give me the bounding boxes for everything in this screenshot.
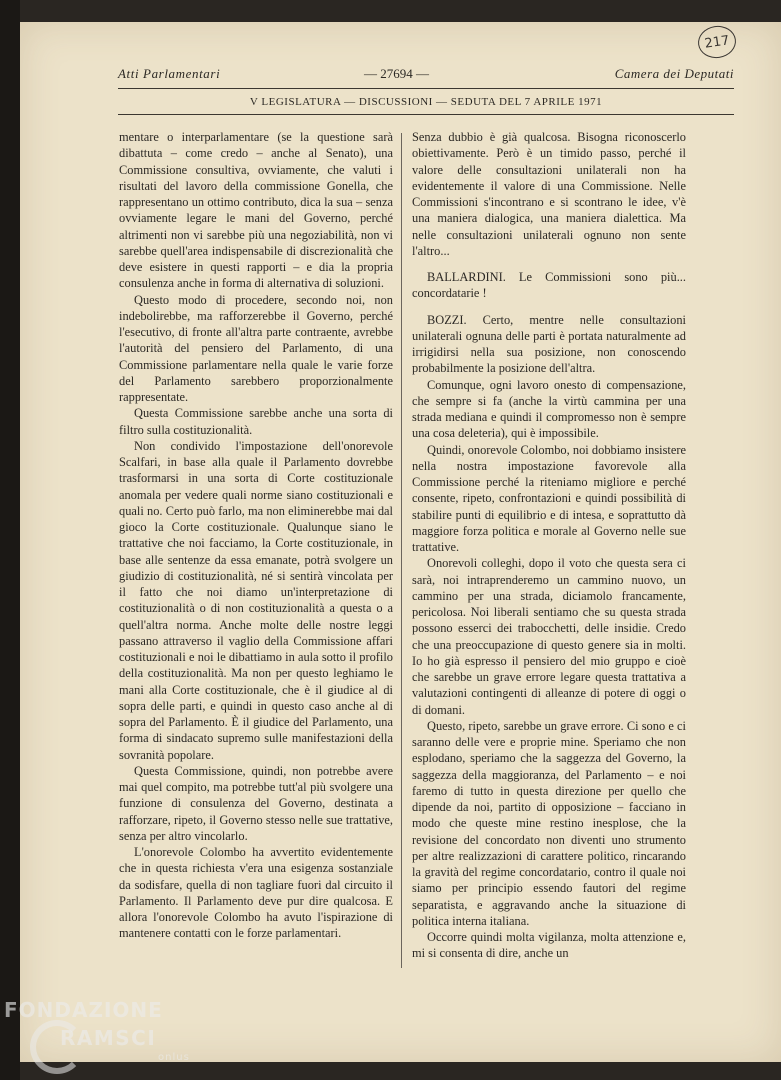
header-left: Atti Parlamentari: [118, 66, 221, 81]
watermark-onlus: onlus: [158, 1052, 190, 1063]
left-paragraph-3: Questa Commissione sarebbe anche una sorta di filtro sulla costituzionalità.: [119, 406, 393, 437]
right-paragraph-7: Questo, ripeto, sarebbe un grave errore. Ci sono e ci saranno delle vere e proprie mine. Speriamo che non esplodano, speriamo che la saggezza del Governo, la saggezza della maggioranza, del Parlamento – e noi faremo di tutto in questa direzione per quello che dipende da noi, partito di opposizione – facciano in modo che queste mine restino inesplose, che la revisione del concordato non diventi uno strumento per altre realizzazioni di carattere politico, rincarando la gravità del regime concordatario, contro il quale noi siamo per principio essendo fautori del regime separatista, e aggravando anche la situazione di politica interna italiana.: [412, 718, 686, 928]
archive-stamp: 217: [696, 24, 738, 61]
column-divider: [401, 133, 402, 968]
right-column: [412, 129, 686, 962]
session-subheader: V LEGISLATURA — DISCUSSIONI — SEDUTA DEL 7 APRILE 1971: [249, 96, 603, 108]
header-rule-bottom: [118, 114, 734, 115]
left-paragraph-4: Non condivido l'impostazione dell'onorevole Scalfari, in base alla quale il Parlamento dovrebbe trasformarsi in una sorta di Corte costituzionale anomala per vedere quali norme siano costituzionali e quali no. Certo può farlo, ma non eliminerebbe mai dal gioco la Corte costituzionale. Qualunque siano le trattative che noi facciamo, la Corte costituzionale, in base alle sentenze da essa emanate, potrà svolgere un giudizio di costituzionalità, né si sentirà vincolata per il fatto che noi diamo un'interpretazione di costituzionalità o di non costituzionalità a questa o a quell'altra norma. Anche molte delle nostre leggi passano attraverso il vaglio della Commissione affari costituzionali e noi le dibattiamo in aula sotto il profilo della costituzionalità. Ma non per questo leghiamo le mani alla Corte costituzionale, che è il giudice al di sopra delle parti, e quindi in questo caso anche al di sopra del Parlamento. È il giudice del Parlamento, una forma di sindacato supremo sulle manifestazioni della sovranità popolare.: [119, 438, 393, 762]
right-paragraph-8: Occorre quindi molta vigilanza, molta attenzione e, mi si consenta di dire, anche un: [412, 930, 686, 961]
left-paragraph-1: mentare o interparlamentare (se la questione sarà dibattuta – come credo – anche al Senato), una Commissione consultiva, ovviamente, che valuti i risultati del lavoro della commissione Gonella, che rappresentano un ottimo contributo, dica la sua – senza ovviamente legare le mani del Governo, perché altrimenti non vi sarebbe più una negoziabilità, non vi sarebbe quell'area indispensabile di discrezionalità che deve esistere in questi rapporti – e dia la propria consulenza anche in forma di alternativa di soluzioni.: [119, 130, 393, 291]
left-paragraph-2: Questo modo di procedere, secondo noi, non indebolirebbe, ma rafforzerebbe il Governo, perché l'esecutivo, di fronte all'altra parte contraente, avrebbe l'autorità del pensiero del Parlamento, di una Commissione parlamentare nella quale le varie forze del Parlamento sarebbero proporzionalmente rappresentate.: [119, 292, 393, 404]
page-header: [118, 66, 734, 86]
page-number: — 27694 —: [364, 66, 429, 81]
left-paragraph-5: Questa Commissione, quindi, non potrebbe avere mai quel compito, ma potrebbe tutt'al più svolgere una funzione di consulenza del Governo, destinata a rafforzare, ripeto, il Governo stesso nelle sue trattative, senza per altro vincolarlo.: [119, 763, 393, 843]
right-paragraph-4: Comunque, ogni lavoro onesto di compensazione, che sempre si fa (anche la virtù cammina per una strada mediana e quindi il compromesso non è sempre una cosa deleteria), qui è impossibile.: [412, 377, 686, 441]
speech-ballardini: BALLARDINI. Le Commissioni sono più... concordatarie !: [412, 270, 686, 301]
fondazione-gramsci-watermark: [0, 998, 200, 1078]
scan-left-edge: [0, 0, 20, 1080]
right-paragraph-1: Senza dubbio è già qualcosa. Bisogna riconoscerlo obiettivamente. Però è un timido passo, perché il valore delle consultazioni unilaterali non ha evidentemente il valore di una Commissione. Nelle Commissioni s'incontrano e si scontrano le idee, v'è una maniera dialogica, una maniera dialettica. Ma nelle consultazioni unilaterali ognuno non sente l'altro...: [412, 130, 686, 258]
right-paragraph-5: Quindi, onorevole Colombo, noi dobbiamo insistere nella nostra impostazione favorevole alla Commissione perché la riteniamo migliore e perché consente, ripeto, confrontazioni e quindi possibilità di stabilire punti di equilibrio e di intesa, e soprattutto dà maggiore forza politica e morale al Governo nelle sue trattative.: [412, 442, 686, 554]
left-paragraph-6: L'onorevole Colombo ha avvertito evidentemente che in questa richiesta v'era una esigenza sostanziale da sodisfare, quella di non tagliare fuori dal circuito il Parlamento. Il Parlamento deve pur dire qualcosa. E allora l'onorevole Colombo ha avuto l'ispirazione di mantenere contatti con le forze parlamentari.: [119, 845, 393, 941]
right-paragraph-6: Onorevoli colleghi, dopo il voto che questa sera ci sarà, noi intraprenderemo un cammino nuovo, un cammino per una strada, diciamolo francamente, pericolosa. Noi liberali sentiamo che su questa strada possono esserci dei trabocchetti, delle insidie. Credo che una preoccupazione di questo genere sia in molti. Io ho già espresso il pensiero del mio gruppo e cioè che sarebbe un grave errore legare questa trattativa a valutazioni contingenti di alleanze di potere di oggi o di domani.: [412, 556, 686, 717]
watermark-line1: FONDAZIONE: [4, 998, 163, 1022]
header-right: Camera dei Deputati: [614, 66, 734, 81]
left-column: [119, 129, 393, 942]
speech-bozzi: BOZZI. Certo, mentre nelle consultazioni unilaterali ognuna delle parti è portata naturalmente ad irrigidirsi nella sua posizione, non conoscendo probabilmente la posizione dell'altra.: [412, 312, 686, 376]
watermark-line2: RAMSCI: [60, 1026, 157, 1050]
header-rule-top: [118, 88, 734, 89]
